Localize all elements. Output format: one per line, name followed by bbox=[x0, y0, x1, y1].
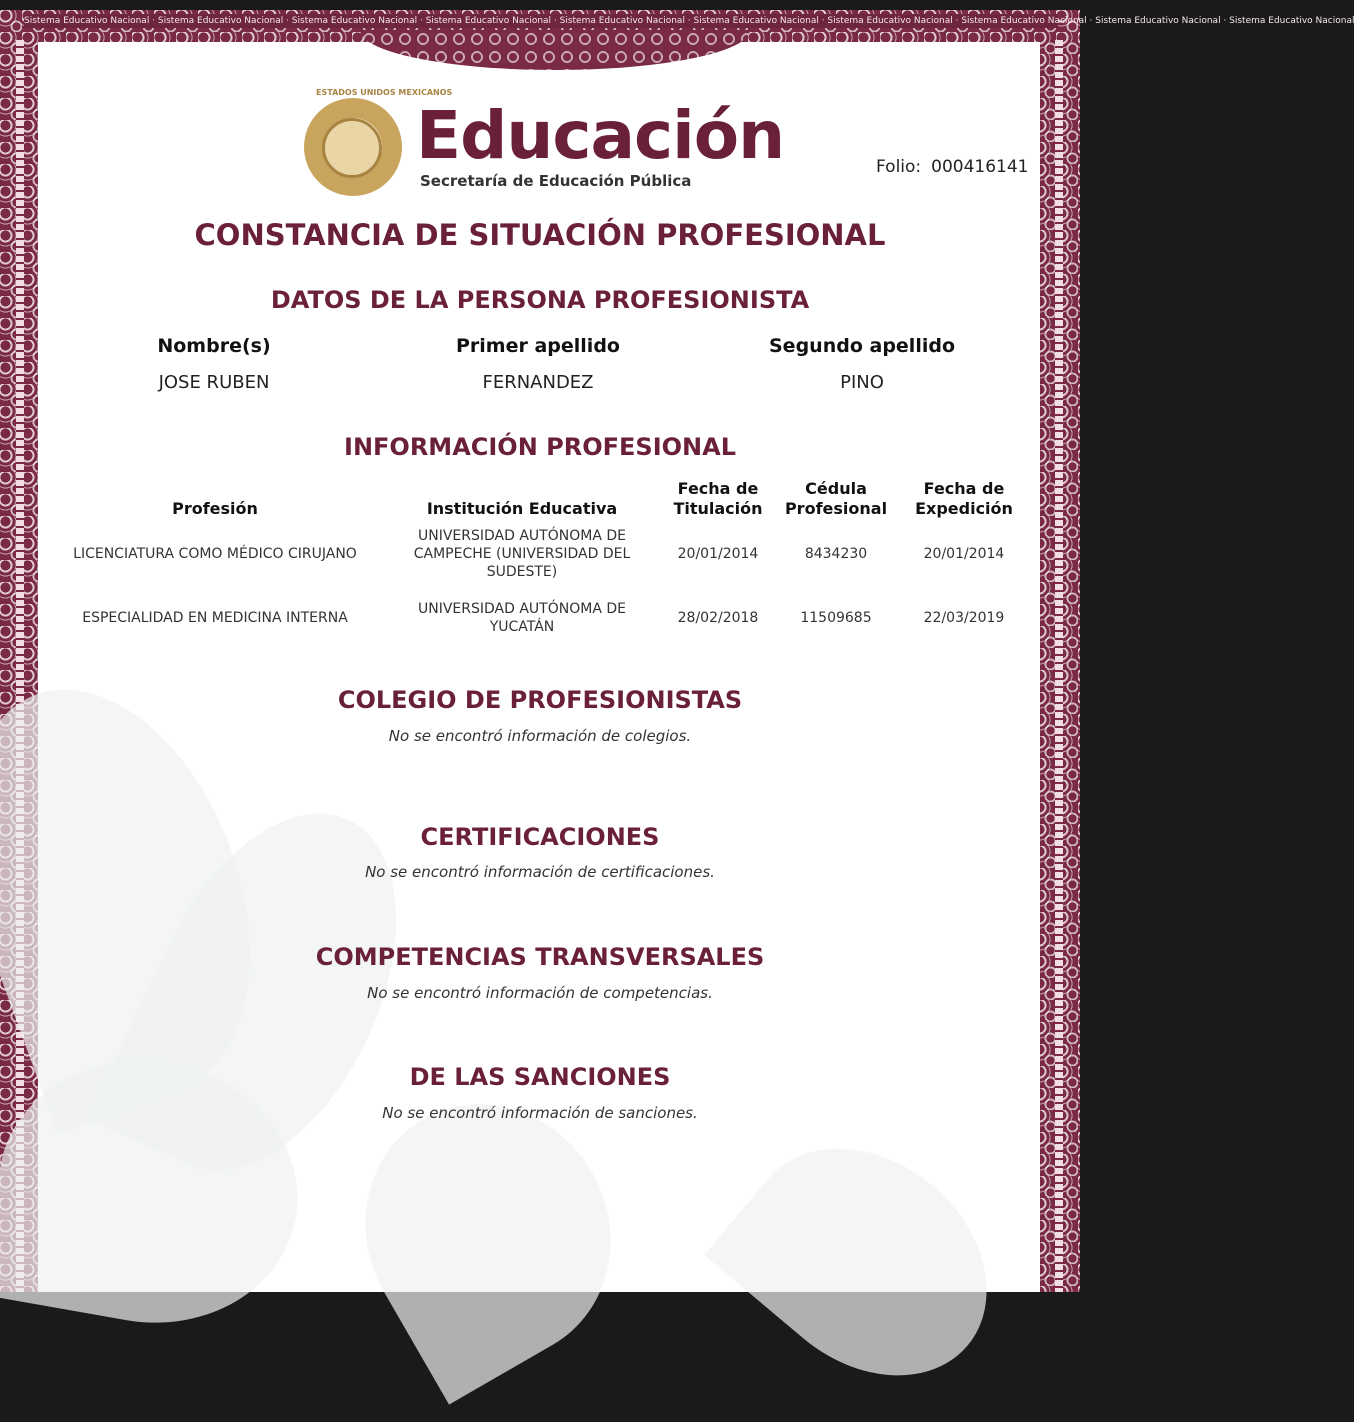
label-primer-apellido: Primer apellido bbox=[456, 335, 620, 357]
competencias-heading: COMPETENCIAS TRANSVERSALES bbox=[315, 943, 765, 971]
persona-heading: DATOS DE LA PERSONA PROFESIONISTA bbox=[270, 286, 810, 314]
colegio-heading: COLEGIO DE PROFESIONISTAS bbox=[337, 686, 743, 714]
folio-label: Folio: bbox=[876, 157, 922, 177]
value-nombre: JOSE RUBEN bbox=[158, 372, 270, 393]
cell-fecha-titulacion: 28/02/2018 bbox=[677, 610, 759, 626]
brand-title: Educación bbox=[416, 97, 785, 174]
label-nombre: Nombre(s) bbox=[157, 335, 271, 357]
certificaciones-note: No se encontró información de certificaciones. bbox=[365, 863, 715, 881]
folio bbox=[876, 157, 1029, 177]
document-title: CONSTANCIA DE SITUACIÓN PROFESIONAL bbox=[194, 218, 886, 252]
th-cedula: Cédula Profesional bbox=[784, 479, 888, 518]
profesional-heading: INFORMACIÓN PROFESIONAL bbox=[344, 433, 736, 461]
certificaciones-heading: CERTIFICACIONES bbox=[420, 823, 660, 851]
cell-cedula: 8434230 bbox=[804, 546, 868, 562]
sanciones-note: No se encontró información de sanciones. bbox=[382, 1104, 698, 1122]
cell-profesion: LICENCIATURA COMO MÉDICO CIRUJANO bbox=[73, 546, 357, 562]
seal-text: ESTADOS UNIDOS MEXICANOS bbox=[316, 88, 453, 97]
cell-profesion: ESPECIALIDAD EN MEDICINA INTERNA bbox=[82, 610, 348, 626]
top-bar bbox=[0, 0, 1080, 10]
value-primer-apellido: FERNANDEZ bbox=[482, 372, 594, 393]
th-fecha-expedicion: Fecha de Expedición bbox=[915, 479, 1013, 518]
top-ornament bbox=[360, 30, 750, 70]
background-leaf bbox=[704, 1102, 1032, 1422]
cell-fecha-expedicion: 22/03/2019 bbox=[923, 610, 1005, 626]
cell-fecha-titulacion: 20/01/2014 bbox=[677, 546, 759, 562]
brand-subtitle: Secretaría de Educación Pública bbox=[420, 172, 692, 190]
competencias-note: No se encontró información de competencias. bbox=[367, 984, 713, 1002]
cell-institucion: UNIVERSIDAD AUTÓNOMA DE YUCATÁN bbox=[418, 601, 626, 635]
folio-value: 000416141 bbox=[931, 157, 1029, 177]
th-fecha-titulacion: Fecha de Titulación bbox=[673, 479, 763, 518]
value-segundo-apellido: PINO bbox=[840, 372, 884, 393]
cell-fecha-expedicion: 20/01/2014 bbox=[923, 546, 1005, 562]
cell-cedula: 11509685 bbox=[800, 610, 872, 626]
colegio-note: No se encontró información de colegios. bbox=[388, 727, 692, 745]
sanciones-heading: DE LAS SANCIONES bbox=[409, 1063, 671, 1091]
border-microtext: Sistema Educativo Nacional · Sistema Educativo Nacional · Sistema Educativo Nacional · Sistema Educativo Nacional · Sistema Educativo Nacional · Sistema Educativo Nacional · Sistema Educativo Nacional · Sistema Educativo Nacional · Sistema Educativo Nacional · Sistema Educativo Nacional bbox=[24, 16, 1354, 26]
th-institucion: Institución Educativa bbox=[426, 499, 618, 518]
label-segundo-apellido: Segundo apellido bbox=[769, 335, 955, 357]
cell-institucion: UNIVERSIDAD AUTÓNOMA DE CAMPECHE (UNIVERSIDAD DEL SUDESTE) bbox=[413, 528, 631, 580]
th-profesion: Profesión bbox=[172, 499, 258, 518]
eagle-emblem-icon bbox=[322, 118, 382, 178]
